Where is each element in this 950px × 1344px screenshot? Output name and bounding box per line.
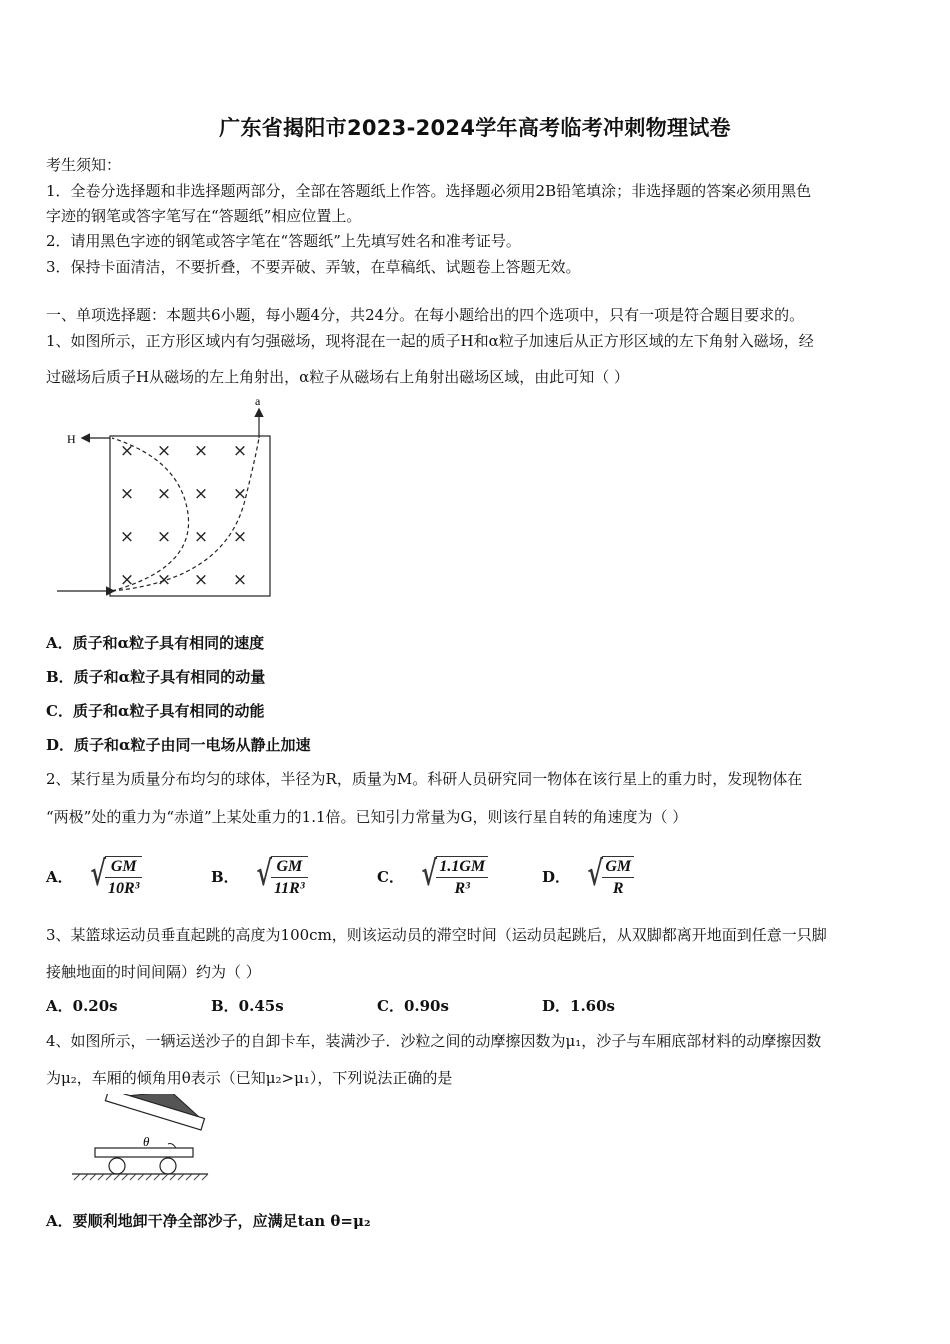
wheel bbox=[109, 1158, 125, 1174]
field-crosses bbox=[120, 441, 247, 590]
q2-option-d bbox=[542, 852, 634, 900]
notice-item-3: 3．保持卡面清洁，不要折叠，不要弄破、弄皱，在草稿纸、试题卷上答题无效。 bbox=[46, 258, 581, 276]
q2-option-a bbox=[46, 852, 142, 900]
q1-option-d: D．质子和α粒子由同一电场从静止加速 bbox=[46, 736, 311, 754]
q2-a-denominator: 10R³ bbox=[108, 880, 140, 897]
q2-line-1: 2、某行星为质量分布均匀的球体，半径为R，质量为M。科研人员研究同一物体在该行星上的重力时，发现物体在 bbox=[46, 770, 803, 788]
cross: × bbox=[193, 527, 209, 547]
cross: × bbox=[119, 527, 135, 547]
label-h: H bbox=[67, 432, 76, 446]
cross: × bbox=[193, 570, 209, 590]
q2-b-denominator: 11R³ bbox=[274, 880, 305, 897]
sqrt-icon: √ bbox=[256, 854, 272, 894]
q1-line-1: 1、如图所示，正方形区域内有匀强磁场，现将混在一起的质子H和α粒子加速后从正方形区域的左下角射入磁场，经 bbox=[46, 332, 814, 350]
notice-heading: 考生须知： bbox=[46, 156, 122, 174]
notice-item-2: 2．请用黑色字迹的钢笔或答字笔在“答题纸”上先填写姓名和准考证号。 bbox=[46, 232, 521, 250]
q3-option-b: B．0.45s bbox=[211, 997, 284, 1015]
q4-truck-figure bbox=[68, 1094, 213, 1186]
q1-line-2: 过磁场后质子H从磁场的左上角射出，α粒子从磁场右上角射出磁场区域，由此可知（ ） bbox=[46, 368, 629, 386]
cross: × bbox=[232, 570, 248, 590]
cross: × bbox=[193, 484, 209, 504]
q2-d-denominator: R bbox=[612, 880, 624, 897]
q3-option-d: D．1.60s bbox=[542, 997, 615, 1015]
cross: × bbox=[156, 441, 172, 461]
sqrt-icon: √ bbox=[421, 854, 437, 894]
q2-option-b-label: B． bbox=[211, 867, 239, 886]
q2-line-2: “两极”处的重力为“赤道”上某处重力的1.1倍。已知引力常量为G，则该行星自转的角速度为（ ） bbox=[46, 808, 688, 826]
q1-option-b: B．质子和α粒子具有相同的动量 bbox=[46, 668, 266, 686]
q3-line-1: 3、某篮球运动员垂直起跳的高度为100cm，则该运动员的滞空时间（运动员起跳后，从双脚都离开地面到任意一只脚 bbox=[46, 926, 827, 944]
q1-magnetic-field-figure bbox=[55, 390, 285, 605]
chassis bbox=[95, 1148, 193, 1157]
q3-option-c: C．0.90s bbox=[377, 997, 449, 1015]
q1-option-a: A．质子和α粒子具有相同的速度 bbox=[46, 634, 265, 652]
q4-option-a: A．要顺利地卸干净全部沙子，应满足tan θ=μ₂ bbox=[46, 1212, 371, 1230]
q2-c-denominator: R³ bbox=[454, 880, 470, 897]
q2-a-numerator: GM bbox=[105, 857, 142, 878]
cross: × bbox=[156, 484, 172, 504]
q2-d-numerator: GM bbox=[602, 857, 634, 878]
q2-option-c bbox=[377, 852, 488, 900]
cross: × bbox=[156, 527, 172, 547]
cross: × bbox=[232, 441, 248, 461]
q3-option-a: A．0.20s bbox=[46, 997, 118, 1015]
sqrt-icon: √ bbox=[89, 854, 106, 894]
q2-option-d-label: D． bbox=[542, 867, 571, 886]
section-1-heading: 一、单项选择题：本题共6小题，每小题4分，共24分。在每小题给出的四个选项中，只有一项是符合题目要求的。 bbox=[46, 306, 805, 324]
page-title: 广东省揭阳市2023-2024学年高考临考冲刺物理试卷 bbox=[219, 116, 731, 140]
q2-option-c-label: C． bbox=[377, 867, 404, 886]
notice-item-1b: 字迹的钢笔或答字笔写在“答题纸”相应位置上。 bbox=[46, 207, 362, 225]
cross: × bbox=[232, 484, 248, 504]
cross: × bbox=[119, 484, 135, 504]
cross: × bbox=[119, 441, 135, 461]
cross: × bbox=[119, 570, 135, 590]
cross: × bbox=[193, 441, 209, 461]
label-a: a bbox=[255, 394, 261, 408]
q2-b-numerator: GM bbox=[271, 857, 308, 878]
sqrt-icon: √ bbox=[587, 854, 604, 894]
q2-option-a-label: A． bbox=[46, 867, 73, 886]
q4-line-1: 4、如图所示，一辆运送沙子的自卸卡车，装满沙子．沙粒之间的动摩擦因数为μ₁，沙子与车厢底部材料的动摩擦因数 bbox=[46, 1032, 822, 1050]
cross: × bbox=[232, 527, 248, 547]
q4-line-2: 为μ₂，车厢的倾角用θ表示（已知μ₂>μ₁），下列说法正确的是 bbox=[46, 1069, 453, 1087]
q3-line-2: 接触地面的时间间隔）约为（ ） bbox=[46, 963, 261, 981]
theta-label: θ bbox=[143, 1134, 150, 1149]
q1-option-c: C．质子和α粒子具有相同的动能 bbox=[46, 702, 265, 720]
notice-item-1a: 1．全卷分选择题和非选择题两部分，全部在答题纸上作答。选择题必须用2B铅笔填涂；非选择题的答案必须用黑色 bbox=[46, 182, 812, 200]
cross: × bbox=[156, 570, 172, 590]
q2-option-b bbox=[211, 852, 308, 900]
wheel bbox=[160, 1158, 176, 1174]
q2-c-numerator: 1.1GM bbox=[436, 857, 488, 878]
